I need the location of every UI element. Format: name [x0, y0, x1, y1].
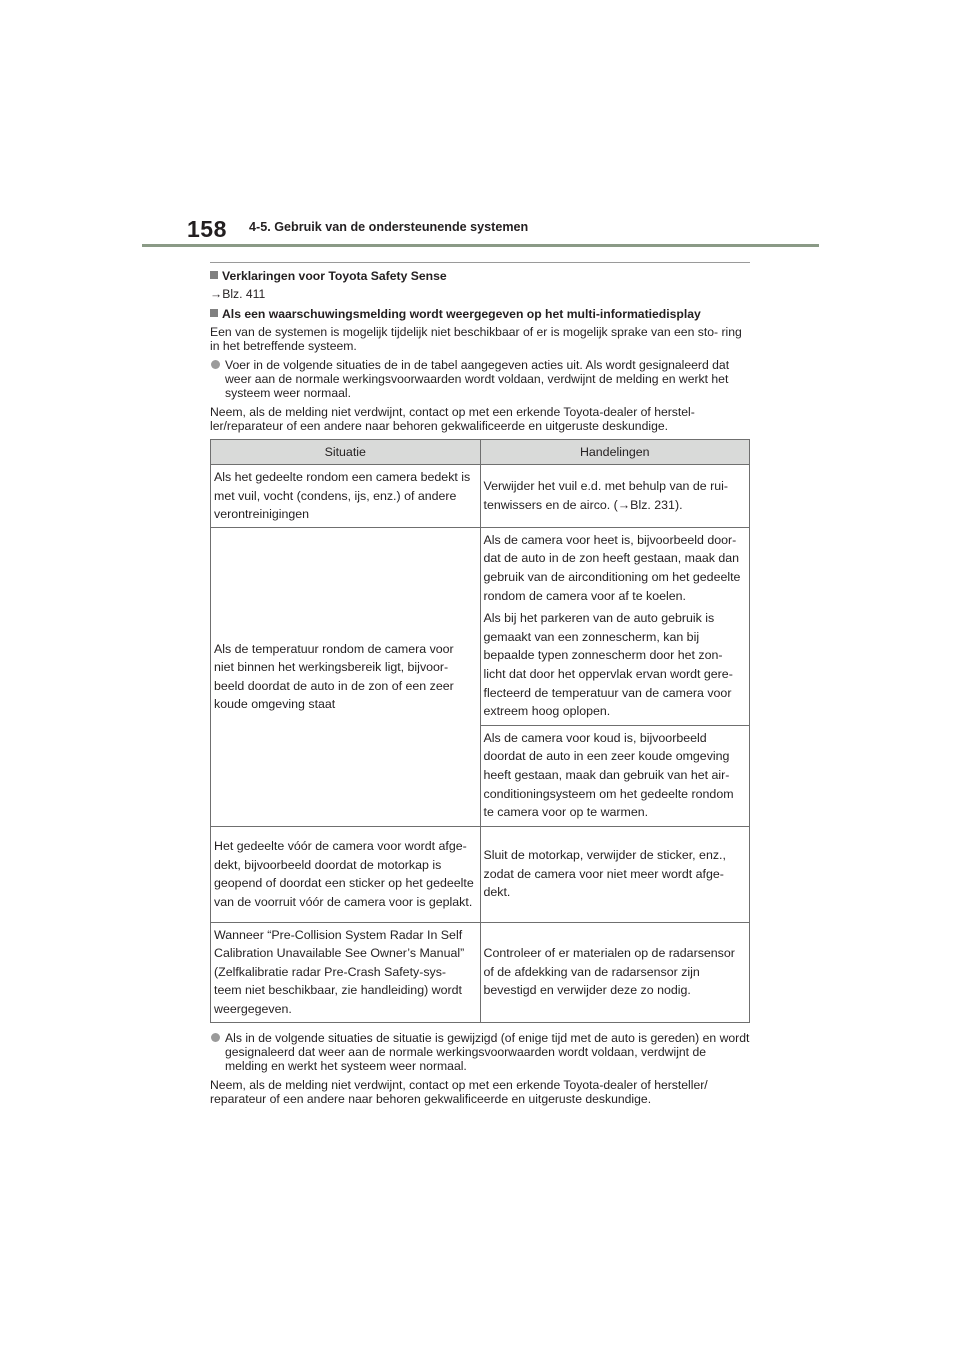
action-cell-group — [480, 527, 750, 826]
situation-cell: Als de temperatuur rondom de camera voor niet binnen het werkingsbereik ligt, bijvoor- beeld doordat de auto in de zon of een zeer koude omgeving staat — [211, 527, 481, 826]
page-content — [210, 262, 750, 1111]
bullet-item — [210, 358, 750, 400]
page-number: 158 — [187, 216, 227, 242]
column-header-actions: Handelingen — [480, 440, 750, 465]
table-row — [211, 826, 750, 922]
action-text: Als de camera voor koud is, bijvoorbeeld doordat de auto in een zeer koude omgeving heeft gestaan, maak dan gebruik van het air- conditioningsysteem om het gedeelte rondom te camera voor op te warmen. — [483, 730, 734, 820]
section-title: 4-5. Gebruik van de ondersteunende systemen — [249, 220, 529, 234]
situation-cell: Het gedeelte vóór de camera voor wordt afge- dekt, bijvoorbeeld doordat de motorkap is geopend of doordat een sticker op het gedeelte van de voorruit vóór de camera voor is geplakt. — [211, 826, 481, 922]
contact-note: Neem, als de melding niet verdwijnt, contact op met een erkende Toyota-dealer of hersteller/ reparateur of een andere naar behoren gekwalificeerde en uitgeruste deskundige. — [210, 1077, 708, 1106]
column-header-situation: Situatie — [211, 440, 481, 465]
bullet-item — [210, 1031, 750, 1073]
content-divider — [210, 262, 750, 263]
action-block — [481, 725, 750, 826]
situation-cell: Als het gedeelte rondom een camera bedekt is met vuil, vocht (condens, ijs, enz.) of andere verontreinigingen — [211, 465, 481, 528]
bullet-text: Als in de volgende situaties de situatie is gewijzigd (of enige tijd met de auto is gereden) en wordt gesignaleerd dat weer aan de normale werkingsvoorwaarden wordt voldaan, verdwijnt de melding en werkt het systeem weer normaal. — [225, 1030, 750, 1073]
explanations-reference: →Blz. 411 — [210, 287, 266, 301]
square-bullet-icon — [210, 309, 218, 317]
situation-table — [210, 439, 750, 1023]
warning-intro: Een van de systemen is mogelijk tijdelijk niet beschikbaar of er is mogelijk sprake van een sto- ring in het betreffende systeem. — [210, 325, 742, 353]
bullet-text: Voer in de volgende situaties de in de tabel aangegeven acties uit. Als wordt gesignaleerd dat weer aan de normale werkingsvoorwaarden wordt voldaan, verdwijnt de melding en werkt het systeem weer normaal. — [225, 358, 730, 400]
situation-cell: Wanneer “Pre-Collision System Radar In Self Calibration Unavailable See Owner’s Manual” (Zelfkalibratie radar Pre-Crash Safety-sys- teem niet beschikbaar, zie handleiding) wordt weergegeven. — [211, 922, 481, 1022]
action-block — [481, 528, 750, 725]
action-cell: Sluit de motorkap, verwijder de sticker, enz., zodat de camera voor niet meer wordt afge- dekt. — [480, 826, 750, 922]
header-divider — [142, 244, 819, 247]
table-row — [211, 527, 750, 826]
round-bullet-icon — [211, 1033, 220, 1042]
square-bullet-icon — [210, 271, 218, 279]
action-text: Als de camera voor heet is, bijvoorbeeld door- dat de auto in de zon heeft gestaan, maak dan gebruik van de airconditioning om het gedeelte rondom de camera voor af te koelen. — [483, 532, 741, 603]
table-row — [211, 465, 750, 528]
round-bullet-icon — [211, 360, 220, 369]
explanations-heading-text: Verklaringen voor Toyota Safety Sense — [222, 269, 447, 283]
warning-heading-text: Als een waarschuwingsmelding wordt weergegeven op het multi-informatiedisplay — [222, 307, 701, 321]
warning-heading — [210, 307, 750, 321]
action-cell: Verwijder het vuil e.d. met behulp van de rui- tenwissers en de airco. (→Blz. 231). — [480, 465, 750, 528]
explanations-heading — [210, 269, 750, 283]
action-cell: Controleer of er materialen op de radarsensor of de afdekking van de radarsensor zijn bevestigd en verwijder deze zo nodig. — [480, 922, 750, 1022]
contact-note: Neem, als de melding niet verdwijnt, contact op met een erkende Toyota-dealer of herstel- ler/reparateur of een andere naar behoren gekwalificeerde en uitgeruste deskundige. — [210, 405, 695, 433]
table-header-row — [211, 440, 750, 465]
action-text: Als bij het parkeren van de auto gebruik is gemaakt van een zonnescherm, kan bij bepaalde typen zonnescherm door het zon- licht dat door het oppervlak ervan wordt gere- flecteerd de temperatuur van de camera voor extreem hoog oplopen. — [483, 611, 733, 719]
table-row — [211, 922, 750, 1022]
